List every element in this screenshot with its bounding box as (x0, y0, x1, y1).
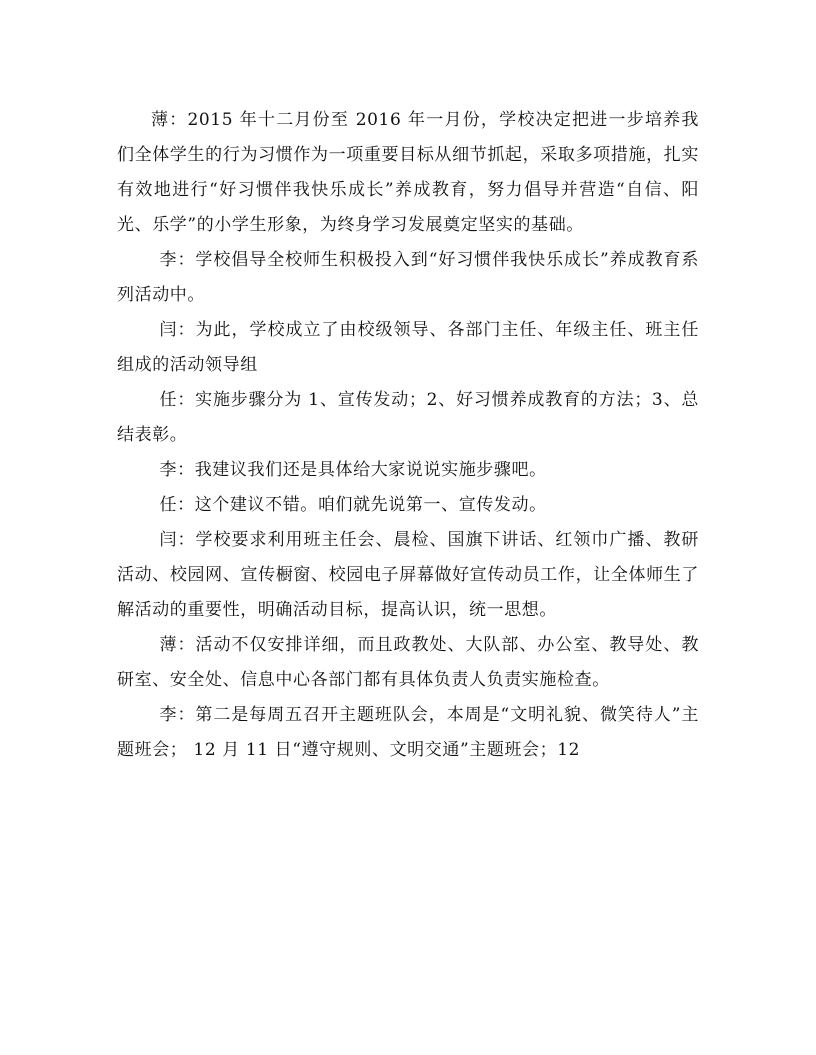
paragraph-yan-publicity: 闫：学校要求利用班主任会、晨检、国旗下讲话、红领巾广播、教研活动、校园网、宣传橱窗、校园电子屏幕做好宣传动员工作，让全体师生了解活动的重要性，明确活动目标，提高认识，统一思想。 (117, 530, 699, 620)
paragraph-ren-steps: 任：实施步骤分为 1、宣传发动；2、好习惯养成教育的方法；3、总结表彰。 (117, 390, 699, 445)
paragraph-li-class-meeting: 李：第二是每周五召开主题班队会，本周是“文明礼貌、微笑待人”主题班会； 12 月 11 日“遵守规则、文明交通”主题班会；12 (117, 705, 699, 760)
paragraph-li-suggest: 李：我建议我们还是具体给大家说说实施步骤吧。 (159, 460, 547, 480)
paragraph-ren-agree: 任：这个建议不错。咱们就先说第一、宣传发动。 (159, 495, 547, 515)
paragraph-yan-leadership: 闫：为此，学校成立了由校级领导、各部门主任、年级主任、班主任组成的活动领导组 (117, 320, 699, 375)
document-body (117, 103, 699, 768)
paragraph-bo-arrangement: 薄：活动不仅安排详细，而且政教处、大队部、办公室、教导处、教研室、安全处、信息中心各部门都有具体负责人负责实施检查。 (117, 635, 699, 690)
paragraph-bo-intro: 薄：2015 年十二月份至 2016 年一月份，学校决定把进一步培养我们全体学生的行为习惯作为一项重要目标从细节抓起，采取多项措施，扎实有效地进行“好习惯伴我快乐成长”养成教育，努力倡导并营造“自信、阳光、乐学”的小学生形象，为终身学习发展奠定坚实的基础。 (117, 110, 699, 235)
paragraph-li-advocate: 李：学校倡导全校师生积极投入到“好习惯伴我快乐成长”养成教育系列活动中。 (117, 250, 699, 305)
